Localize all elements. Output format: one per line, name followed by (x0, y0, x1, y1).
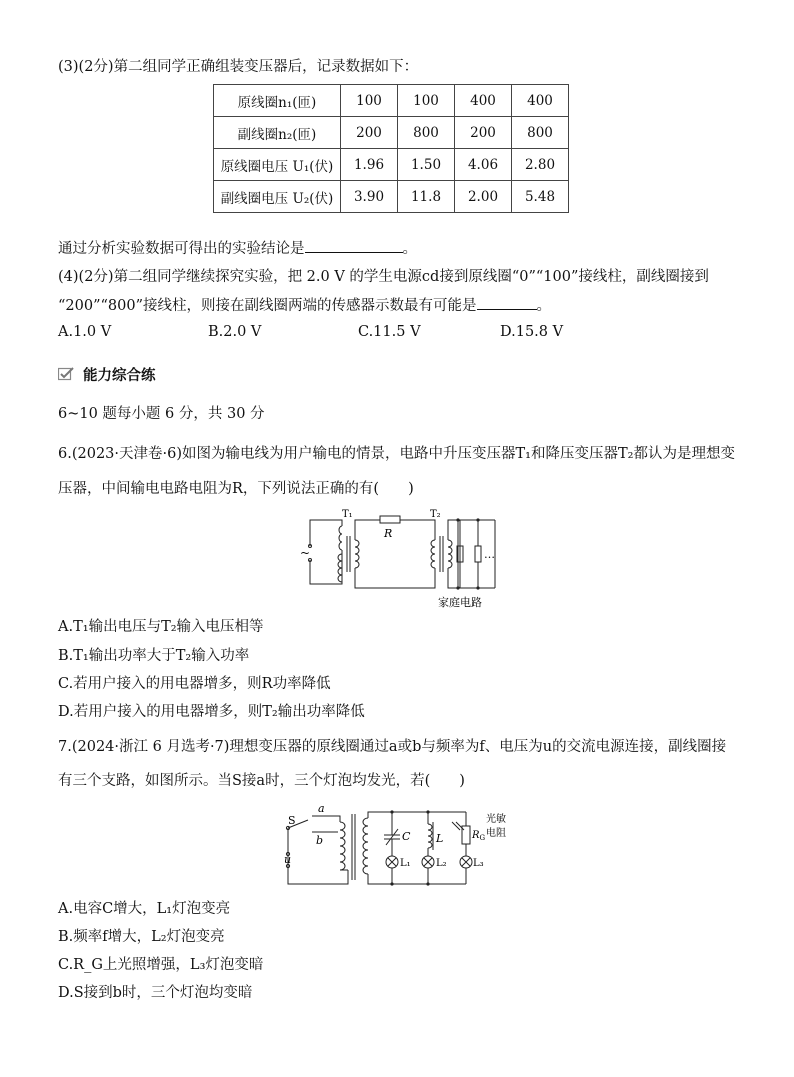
table-cell: 800 (398, 117, 455, 149)
data-table (213, 84, 569, 213)
table-cell: 400 (512, 85, 569, 117)
table-cell: 4.06 (455, 149, 512, 181)
photoresistor-label: $R_G$ (472, 830, 486, 842)
switch-label: S (288, 814, 296, 827)
inductor-label: L (436, 832, 444, 845)
q3-intro: (3)(2分)第二组同学正确组装变压器后，记录数据如下： (58, 59, 419, 75)
tap-b-label: b (316, 834, 324, 847)
row-header: 原线圈n₁(匝) (214, 85, 341, 117)
row-header: 副线圈电压 U₂(伏) (214, 181, 341, 213)
q7-line1: 7.(2024·浙江 6 月选考·7)理想变压器的原线圈通过a或b与频率为f、电压为u的交流电源连接，副线圈接 (58, 739, 727, 755)
transformer-branch-diagram (280, 800, 512, 892)
answer-blank[interactable] (477, 309, 537, 310)
q7-option-d[interactable]: D.S接到b时，三个灯泡均变暗 (58, 985, 253, 1001)
q6-option-a[interactable]: A.T₁输出电压与T₂输入电压相等 (58, 619, 264, 635)
table-cell: 200 (341, 117, 398, 149)
table-cell: 100 (341, 85, 398, 117)
q4-line2: “200”“800”接线柱，则接在副线圈两端的传感器示数最有可能是 。 (58, 298, 552, 314)
table-row (214, 85, 569, 117)
q6-line2: 压器，中间输电电路电阻为R，下列说法正确的有( ) (58, 481, 414, 497)
table-cell: 800 (512, 117, 569, 149)
household-circuit-caption: 家庭电路 (438, 596, 482, 609)
lamp-l3-label: L₃ (473, 858, 484, 869)
table-cell: 11.8 (398, 181, 455, 213)
table-cell: 5.48 (512, 181, 569, 213)
lamp-l1-label: L₁ (400, 858, 411, 869)
q6-line1: 6.(2023·天津卷·6)如图为输电线为用户输电的情景，电路中升压变压器T₁和降压变压器T₂都认为是理想变 (58, 446, 735, 462)
q6-option-d[interactable]: D.若用户接入的用电器增多，则T₂输出功率降低 (58, 704, 365, 720)
t1-label: T₁ (342, 509, 353, 520)
photoresistor-caption-2: 电阻 (486, 828, 506, 839)
q4-option-c[interactable]: C.11.5 V (358, 324, 421, 340)
resistor-label: R (384, 527, 393, 540)
row-header: 原线圈电压 U₁(伏) (214, 149, 341, 181)
q6-option-c[interactable]: C.若用户接入的用电器增多，则R功率降低 (58, 676, 331, 692)
table-cell: 3.90 (341, 181, 398, 213)
q4-option-a[interactable]: A.1.0 V (58, 324, 112, 340)
table-row (214, 117, 569, 149)
table-cell: 200 (455, 117, 512, 149)
score-note: 6~10 题每小题 6 分，共 30 分 (58, 406, 265, 422)
q7-option-b[interactable]: B.频率f增大，L₂灯泡变亮 (58, 929, 225, 945)
q4-line1: (4)(2分)第二组同学继续探究实验，把 2.0 V 的学生电源cd接到原线圈“0”“100”接线柱，副线圈接到 (58, 269, 709, 285)
row-header: 副线圈n₂(匝) (214, 117, 341, 149)
capacitor-label: C (402, 830, 411, 843)
table-row (214, 149, 569, 181)
ellipsis-label: … (484, 548, 495, 561)
table-cell: 1.50 (398, 149, 455, 181)
table-cell: 2.80 (512, 149, 569, 181)
q6-option-b[interactable]: B.T₁输出功率大于T₂输入功率 (58, 648, 250, 664)
table-cell: 100 (398, 85, 455, 117)
q4-option-b[interactable]: B.2.0 V (208, 324, 262, 340)
source-u-label: u (284, 853, 292, 866)
q3-conclusion: 通过分析实验数据可得出的实验结论是 。 (58, 241, 417, 257)
section-title: 能力综合练 (83, 368, 156, 384)
photoresistor-caption-1: 光敏 (486, 814, 506, 825)
answer-blank[interactable] (305, 252, 403, 253)
table-cell: 2.00 (455, 181, 512, 213)
table-row (214, 181, 569, 213)
q7-option-c[interactable]: C.R_G上光照增强，L₃灯泡变暗 (58, 957, 264, 973)
t2-label: T₂ (430, 509, 441, 520)
q7-option-a[interactable]: A.电容C增大，L₁灯泡变亮 (58, 901, 231, 917)
ac-source-label: ~ (300, 546, 311, 560)
q7-line2: 有三个支路，如图所示。当S接a时，三个灯泡均发光，若( ) (58, 773, 465, 789)
lamp-l2-label: L₂ (436, 858, 447, 869)
checklist-icon (58, 367, 74, 381)
q4-option-d[interactable]: D.15.8 V (500, 324, 564, 340)
tap-a-label: a (318, 802, 325, 815)
table-cell: 400 (455, 85, 512, 117)
transmission-circuit-diagram (290, 506, 510, 612)
table-cell: 1.96 (341, 149, 398, 181)
